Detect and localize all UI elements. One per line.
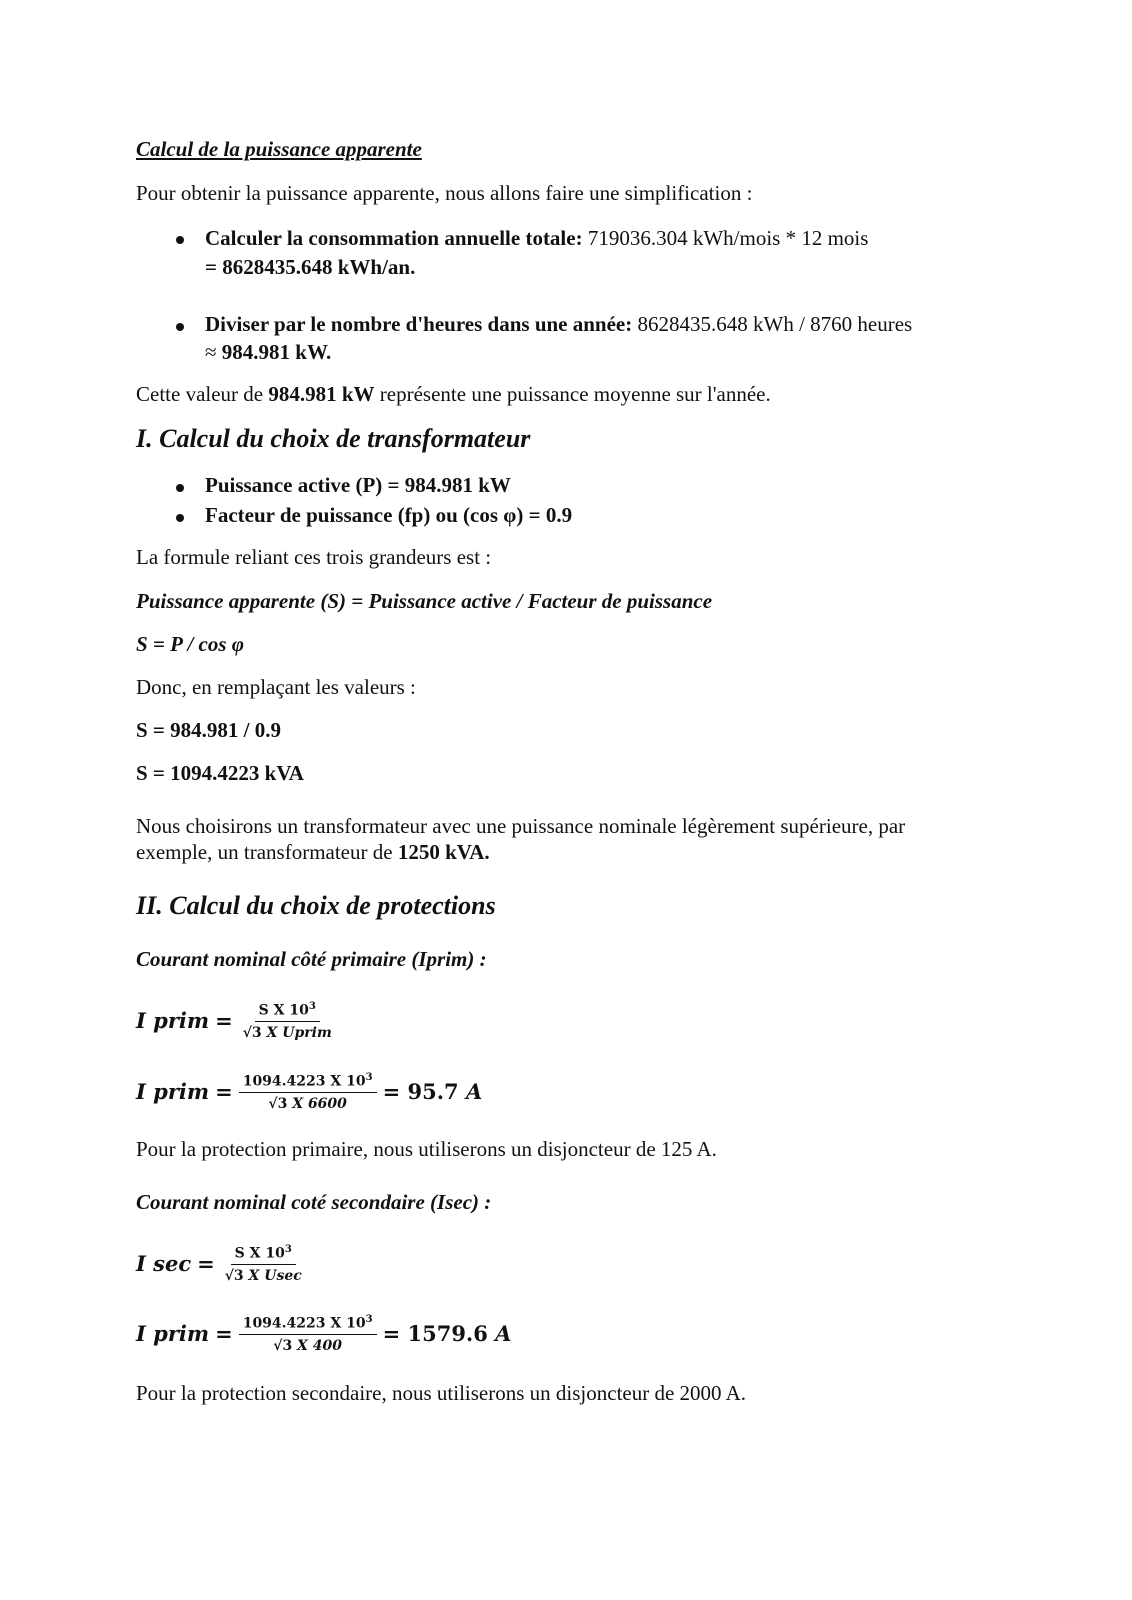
bullet-label: Diviser par le nombre d'heures dans une année: bbox=[205, 312, 633, 336]
fraction bbox=[239, 1314, 377, 1354]
formula-iprim-general bbox=[136, 1001, 336, 1041]
denominator-text: X 6600 bbox=[287, 1095, 347, 1112]
heading-protection-choice: II. Calcul du choix de protections bbox=[136, 891, 496, 920]
transformer-rating: 1250 kVA. bbox=[397, 840, 490, 864]
text-run: exemple, un transformateur de bbox=[136, 840, 398, 864]
fraction-denominator: √3 X Uprim bbox=[242, 1024, 332, 1041]
denominator-text: X Uprim bbox=[261, 1024, 332, 1041]
conclusion-paragraph bbox=[136, 382, 771, 407]
sqrt-radicand: 3 bbox=[277, 1095, 288, 1112]
formula-result bbox=[383, 1321, 512, 1346]
primary-current-title: Courant nominal côté primaire (Iprim) : bbox=[136, 947, 487, 971]
result-value: = 1579.6 bbox=[382, 1321, 496, 1347]
heading-transformer-choice: I. Calcul du choix de transformateur bbox=[136, 424, 531, 453]
result-unit: A bbox=[495, 1321, 512, 1347]
sqrt-radicand: 3 bbox=[282, 1337, 293, 1354]
bullet-icon bbox=[176, 236, 184, 244]
highlight-value: 984.981 kW bbox=[268, 382, 375, 406]
formula-isec-general bbox=[136, 1244, 306, 1284]
equals-sign: = bbox=[197, 1251, 215, 1277]
bullet-icon bbox=[176, 514, 184, 522]
formula-result bbox=[383, 1079, 483, 1104]
formula-lhs: I prim bbox=[136, 1079, 210, 1105]
numerator-text: 1094.4223 X 10 bbox=[242, 1073, 366, 1090]
formula-symbolic: S = P / cos φ bbox=[136, 632, 245, 656]
equals-sign: = bbox=[215, 1008, 233, 1034]
section-title: Calcul de la puissance apparente bbox=[136, 137, 422, 161]
secondary-current-title: Courant nominal coté secondaire (Isec) : bbox=[136, 1190, 492, 1214]
formula-lhs: I prim bbox=[136, 1321, 210, 1347]
fraction-numerator bbox=[239, 1314, 377, 1335]
intro-paragraph: Pour obtenir la puissance apparente, nous allons faire une simplification : bbox=[136, 181, 753, 205]
denominator-text: X 400 bbox=[292, 1337, 343, 1354]
bullet-divide-hours bbox=[205, 312, 912, 337]
equals-sign: = bbox=[215, 1321, 233, 1347]
average-power-value: 984.981 kW. bbox=[221, 340, 332, 364]
numerator-text: 1094.4223 X 10 bbox=[242, 1315, 366, 1332]
fraction-numerator bbox=[255, 1001, 320, 1022]
choice-paragraph-line-1: Nous choisirons un transformateur avec une puissance nominale légèrement supérieure, par bbox=[136, 814, 906, 838]
numerator-text: S X 10 bbox=[234, 1245, 285, 1262]
sqrt-radicand: 3 bbox=[251, 1024, 262, 1041]
choice-paragraph-line-2 bbox=[136, 840, 490, 865]
exponent: 3 bbox=[365, 1072, 373, 1083]
annual-consumption-result: = 8628435.648 kWh/an. bbox=[205, 255, 416, 279]
formula-lhs: I prim bbox=[136, 1008, 210, 1034]
bullet-active-power: Puissance active (P) = 984.981 kW bbox=[205, 473, 511, 497]
text-run: représente une puissance moyenne sur l'année. bbox=[374, 382, 771, 406]
exponent: 3 bbox=[308, 1001, 316, 1012]
bullet-text: 719036.304 kWh/mois * 12 mois bbox=[582, 226, 869, 250]
fraction bbox=[221, 1244, 306, 1284]
fraction-denominator: √3 X 6600 bbox=[268, 1095, 347, 1112]
secondary-protection-note: Pour la protection secondaire, nous utiliserons un disjoncteur de 2000 A. bbox=[136, 1381, 747, 1405]
fraction-numerator bbox=[239, 1072, 377, 1093]
denominator-text: X Usec bbox=[243, 1267, 302, 1284]
formula-words: Puissance apparente (S) = Puissance active / Facteur de puissance bbox=[136, 589, 713, 613]
formula-lhs: I sec bbox=[136, 1251, 192, 1277]
primary-protection-note: Pour la protection primaire, nous utiliserons un disjoncteur de 125 A. bbox=[136, 1137, 717, 1161]
exponent: 3 bbox=[365, 1314, 373, 1325]
fraction-denominator: √3 X 400 bbox=[273, 1337, 343, 1354]
calc-line-1: S = 984.981 / 0.9 bbox=[136, 718, 281, 742]
sqrt-radicand: 3 bbox=[233, 1267, 244, 1284]
formula-iprim-numeric bbox=[136, 1072, 482, 1112]
bullet-icon bbox=[176, 484, 184, 492]
equals-sign: = bbox=[215, 1079, 233, 1105]
average-power-result bbox=[205, 340, 331, 365]
bullet-icon bbox=[176, 323, 184, 331]
fraction-denominator: √3 X Usec bbox=[224, 1267, 302, 1284]
fraction-numerator bbox=[231, 1244, 296, 1265]
exponent: 3 bbox=[284, 1244, 292, 1255]
numerator-text: S X 10 bbox=[258, 1002, 309, 1019]
bullet-text: 8628435.648 kWh / 8760 heures bbox=[632, 312, 913, 336]
replace-values-text: Donc, en remplaçant les valeurs : bbox=[136, 675, 416, 699]
bullet-annual-consumption bbox=[205, 226, 868, 251]
result-value: = 95.7 bbox=[382, 1079, 466, 1105]
approx-sign: ≈ bbox=[205, 340, 222, 364]
fraction bbox=[239, 1001, 336, 1041]
formula-isec-numeric bbox=[136, 1314, 511, 1354]
bullet-power-factor: Facteur de puissance (fp) ou (cos φ) = 0.9 bbox=[205, 503, 573, 527]
text-run: Cette valeur de bbox=[136, 382, 269, 406]
result-unit: A bbox=[465, 1079, 483, 1105]
fraction bbox=[239, 1072, 377, 1112]
formula-intro: La formule reliant ces trois grandeurs est : bbox=[136, 545, 492, 569]
calc-line-2: S = 1094.4223 kVA bbox=[136, 761, 304, 785]
bullet-label: Calculer la consommation annuelle totale: bbox=[205, 226, 583, 250]
